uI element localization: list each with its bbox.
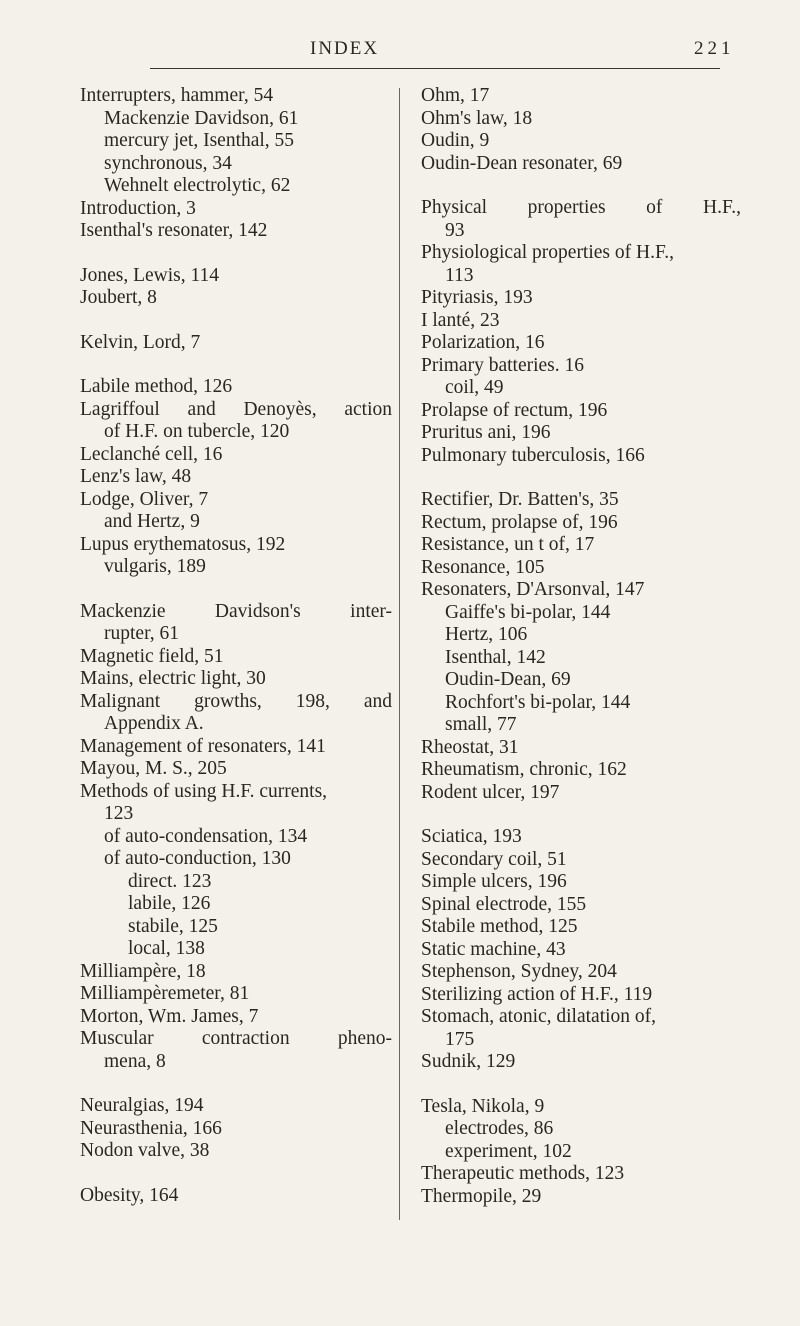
index-entry: Tesla, Nikola, 9 xyxy=(421,1095,545,1117)
letter-gap xyxy=(80,1163,392,1185)
index-entry: Pulmonary tuberculosis, 166 xyxy=(421,444,645,466)
index-entry: Hertz, 106 xyxy=(445,624,528,645)
letter-gap xyxy=(421,467,741,489)
index-entry: Rheostat, 31 xyxy=(421,736,519,758)
index-entry: Gaiffe's bi-polar, 144 xyxy=(445,601,611,623)
header-rule xyxy=(150,68,720,69)
index-entry: Lupus erythematosus, 192 xyxy=(80,533,286,555)
index-entry: Pruritus ani, 196 xyxy=(421,422,551,443)
index-entry: Malignant growths, 198, and xyxy=(80,690,392,712)
index-entry: Sudnik, 129 xyxy=(421,1051,516,1072)
index-entry: Mackenzie Davidson's inter- xyxy=(80,600,392,622)
index-entry: 93 xyxy=(445,219,465,241)
index-entry: Mains, electric light, 30 xyxy=(80,668,266,689)
index-entry: of auto-conduction, 130 xyxy=(104,848,291,869)
index-entry: Labile method, 126 xyxy=(80,376,233,397)
letter-gap xyxy=(80,310,392,332)
index-entry: Joubert, 8 xyxy=(80,287,157,308)
index-entry: Thermopile, 29 xyxy=(421,1185,542,1207)
index-entry: labile, 126 xyxy=(128,893,211,914)
letter-gap xyxy=(80,1073,392,1095)
index-entry: Resonance, 105 xyxy=(421,556,545,578)
index-entry: 123 xyxy=(104,803,134,824)
index-entry: Simple ulcers, 196 xyxy=(421,871,567,892)
index-entry: Sciatica, 193 xyxy=(421,826,522,847)
index-entry: Wehnelt electrolytic, 62 xyxy=(104,175,291,196)
index-entry: 113 xyxy=(445,264,474,286)
index-entry: Obesity, 164 xyxy=(80,1184,179,1206)
index-entry: Rectum, prolapse of, 196 xyxy=(421,511,618,533)
index-entry: Nodon valve, 38 xyxy=(80,1140,210,1161)
index-entry: Rectifier, Dr. Batten's, 35 xyxy=(421,489,619,510)
index-entry: Introduction, 3 xyxy=(80,197,196,219)
index-entry: Magnetic field, 51 xyxy=(80,645,224,667)
index-entry: experiment, 102 xyxy=(445,1140,572,1162)
index-entry: Lagriffoul and Denoyès, action xyxy=(80,398,392,420)
letter-gap xyxy=(80,354,392,376)
letter-gap xyxy=(421,804,741,826)
index-entry: Appendix A. xyxy=(104,713,204,734)
index-entry: Resistance, un t of, 17 xyxy=(421,534,595,555)
index-entry: Leclanché cell, 16 xyxy=(80,443,223,465)
index-entry: Neuralgias, 194 xyxy=(80,1095,204,1116)
index-entry: Milliampère, 18 xyxy=(80,960,206,982)
index-entry: Rheumatism, chronic, 162 xyxy=(421,759,627,780)
index-entry: synchronous, 34 xyxy=(104,152,232,174)
index-entry: Static machine, 43 xyxy=(421,938,566,960)
index-entry: Spinal electrode, 155 xyxy=(421,893,587,915)
index-entry: vulgaris, 189 xyxy=(104,556,206,577)
index-entry: Rochfort's bi-polar, 144 xyxy=(445,691,631,713)
index-entry: Oudin-Dean, 69 xyxy=(445,669,571,690)
index-entry: Oudin-Dean resonater, 69 xyxy=(421,152,623,174)
index-entry: Interrupters, hammer, 54 xyxy=(80,85,274,106)
index-entry: of H.F. on tubercle, 120 xyxy=(104,421,290,442)
index-entry: direct. 123 xyxy=(128,870,212,892)
index-entry: stabile, 125 xyxy=(128,915,218,937)
letter-gap xyxy=(80,243,392,265)
index-column-left xyxy=(80,85,392,1207)
index-entry: Polarization, 16 xyxy=(421,332,545,353)
index-entry: Resonaters, D'Arsonval, 147 xyxy=(421,579,645,600)
index-entry: Rodent ulcer, 197 xyxy=(421,781,560,803)
index-entry: Mayou, M. S., 205 xyxy=(80,758,227,779)
index-entry: Physiological properties of H.F., xyxy=(421,242,674,263)
index-entry: local, 138 xyxy=(128,938,205,959)
index-entry: Prolapse of rectum, 196 xyxy=(421,399,608,421)
index-entry: Lodge, Oliver, 7 xyxy=(80,488,209,510)
index-entry: coil, 49 xyxy=(445,377,504,398)
index-entry: mercury jet, Isenthal, 55 xyxy=(104,130,295,151)
index-entry: and Hertz, 9 xyxy=(104,511,200,532)
index-entry: Stabile method, 125 xyxy=(421,916,578,937)
index-entry: Stephenson, Sydney, 204 xyxy=(421,961,617,982)
index-entry: electrodes, 86 xyxy=(445,1118,554,1139)
index-entry: Muscular contraction pheno- xyxy=(80,1028,392,1049)
index-entry: Isenthal, 142 xyxy=(445,646,546,668)
letter-gap xyxy=(80,579,392,601)
index-entry: Physical properties of H.F., xyxy=(421,197,741,218)
index-entry: Pityriasis, 193 xyxy=(421,287,533,308)
column-divider xyxy=(399,88,400,1220)
index-entry: Stomach, atonic, dilatation of, xyxy=(421,1006,657,1027)
index-entry: Milliampèremeter, 81 xyxy=(80,983,250,1004)
letter-gap xyxy=(421,175,741,197)
index-entry: Management of resonaters, 141 xyxy=(80,735,326,757)
index-entry: Secondary coil, 51 xyxy=(421,848,567,870)
index-entry: Oudin, 9 xyxy=(421,130,490,151)
index-entry: I lanté, 23 xyxy=(421,309,500,331)
index-entry: Isenthal's resonater, 142 xyxy=(80,220,268,241)
index-entry: Primary batteries. 16 xyxy=(421,354,584,376)
index-entry: Morton, Wm. James, 7 xyxy=(80,1005,259,1027)
index-entry: Sterilizing action of H.F., 119 xyxy=(421,983,653,1005)
index-entry: Lenz's law, 48 xyxy=(80,466,192,487)
index-entry: Therapeutic methods, 123 xyxy=(421,1163,625,1184)
index-column-right xyxy=(421,85,741,1208)
index-entry: Mackenzie Davidson, 61 xyxy=(104,107,299,129)
index-entry: Kelvin, Lord, 7 xyxy=(80,331,201,353)
letter-gap xyxy=(421,1074,741,1096)
page-header-title: INDEX xyxy=(310,38,380,59)
page-number: 221 xyxy=(694,38,735,59)
index-entry: Neurasthenia, 166 xyxy=(80,1117,222,1139)
index-entry: small, 77 xyxy=(445,714,517,735)
index-entry: Ohm's law, 18 xyxy=(421,107,533,129)
index-entry: 175 xyxy=(445,1028,475,1050)
index-entry: mena, 8 xyxy=(104,1050,166,1072)
index-entry: Ohm, 17 xyxy=(421,85,490,106)
index-entry: rupter, 61 xyxy=(104,623,180,644)
index-entry: Methods of using H.F. currents, xyxy=(80,780,328,802)
index-entry: of auto-condensation, 134 xyxy=(104,825,308,847)
index-entry: Jones, Lewis, 114 xyxy=(80,264,220,286)
